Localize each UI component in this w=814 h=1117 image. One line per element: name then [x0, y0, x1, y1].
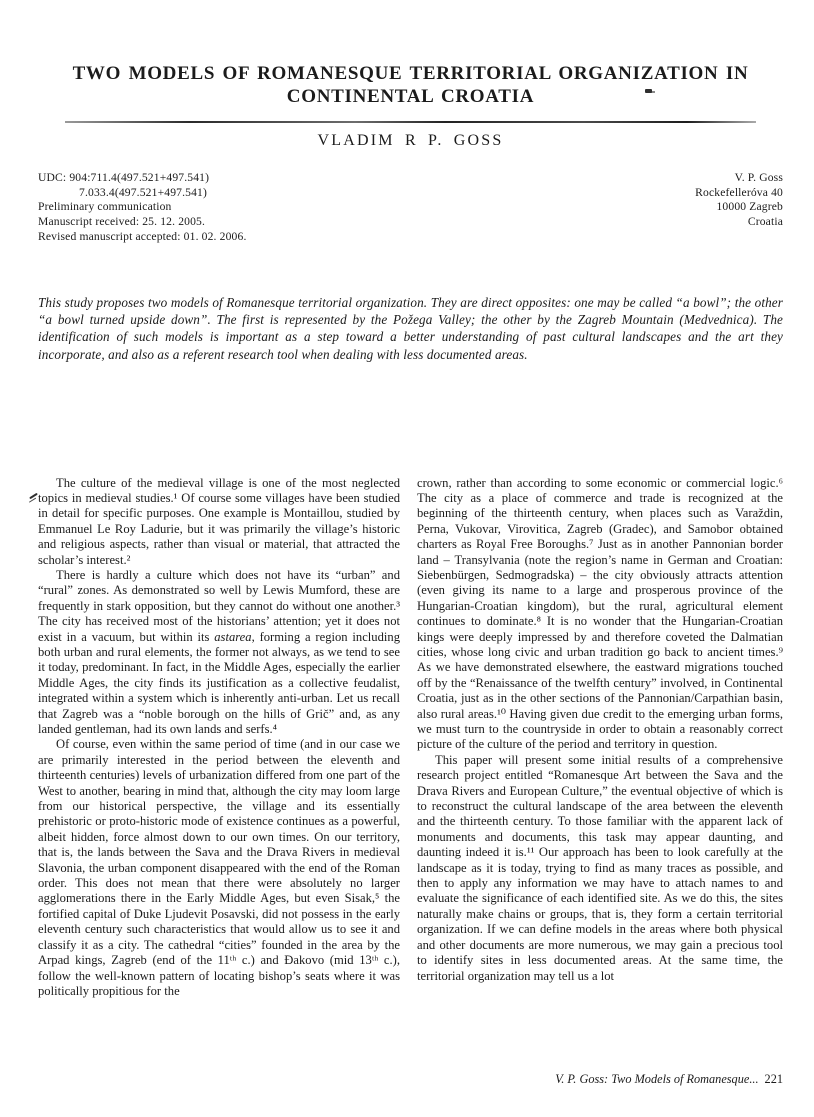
abstract: This study proposes two models of Romanesque territorial organization. They are direct opposites: one may be called “a bowl”; the other “a bowl turned upside down”. The first is represented by the Požega Valley; the other by the Zagreb Mountain (Medvednica). The identification of such models is important as a step toward a better understanding of past cultural landscapes and the art they incorporate, and also as a referent research tool when dealing with less documented areas.	[38, 294, 783, 362]
address-street: Rockefelleróva 40	[695, 185, 783, 199]
manuscript-received: Manuscript received: 25. 12. 2005.	[38, 215, 206, 229]
article-header	[38, 62, 783, 150]
address-city: 10000 Zagreb	[716, 200, 783, 214]
author-address	[695, 171, 783, 230]
running-title: V. P. Goss: Two Models of Romanesque...	[555, 1072, 759, 1086]
scan-artifact	[645, 89, 652, 93]
paragraph-1: The culture of the medieval village is one of the most neglected topics in medieval studies.¹ Of course some villages have been studied in detail for specific purposes. One example is Montaillou, studied by Emmanuel Le Roy Ladurie, but it was primarily the village’s historic and religious aspects, rather than visual or material, that attracted the scholar’s interest.²	[38, 475, 400, 567]
udc-code-line-1: UDC: 904:711.4(497.521+497.541)	[38, 171, 210, 184]
udc-block	[38, 171, 247, 245]
article-body	[38, 476, 783, 1000]
article-meta	[38, 171, 783, 245]
paragraph-2: There is hardly a culture which does not have its “urban” and “rural” zones. As demonstrated so well by Lewis Mumford, these are frequently in stark opposition, but they cannot do without one another.³ The city has received most of the historians’ attention; yet it does not exist in a vacuum, but within its astarea, forming a region including both urban and rural elements, the former not always, as we tend to see it today, predominant. In fact, in the Middle Ages, especially the earlier Middle Ages, the city finds its justification as a collective feudalist, integrated within a system which is inherently anti-urban. Let us recall that Zagreb was a “noble borough on the hills of Grič” and, as any landed gentleman, had its own lands and serfs.⁴	[38, 567, 400, 737]
manuscript-accepted: Revised manuscript accepted: 01. 02. 2006.	[38, 229, 247, 243]
scan-artifact	[29, 493, 38, 499]
udc-code-line-2: 7.033.4(497.521+497.541)	[79, 185, 208, 199]
page-footer	[555, 1072, 783, 1087]
column-right	[417, 476, 783, 1000]
paragraph-4: This paper will present some initial results of a comprehensive research project entitled “Romanesque Art between the Sava and the Drava Rivers and European Culture,” the eventual objective of which is to reconstruct the cultural landscape of the area between the eleventh and the thirteenth century. To those familiar with the apparent lack of monuments and documents, this task may appear daunting, and daunting indeed it is.¹¹ Our approach has been to look carefully at the landscape as it is today, trying to find as many traces as possible, and then to apply any information we may have to attach names to and evaluate the significance of each identified site. As we do this, the sites naturally make chains or groups, that is, they form a certain territorial organization. If we can define models in the areas where both physical and other documents are more numerous, we may gain a precious tool to identify sites in less documented areas. At the same time, the territorial organization may tell us a lot	[417, 752, 783, 983]
title-divider	[65, 121, 756, 123]
author-name: VLADIM R P. GOSS	[317, 132, 504, 149]
article-type: Preliminary communication	[38, 200, 172, 214]
article-title-line-2: CONTINENTAL CROATIA	[286, 86, 535, 107]
address-name: V. P. Goss	[734, 171, 783, 184]
article-title	[38, 62, 783, 108]
paragraph-3: Of course, even within the same period of time (and in our case we are primarily interested in the period between the eleventh and thirteenth centuries) levels of urbanization differed from one part of the West to another, bearing in mind that, although the city may loom large from our historical perspective, the village and its essentially prehistoric or proto-historic mode of existence continues as a powerful, albeit hidden, force almost down to our own times. On our territory, that is, the lands between the Sava and the Drava Rivers in medieval Slavonia, the urban component disappeared with the end of the Roman order. This does not mean that there were absolutely no larger agglomerations there in the Early Middle Ages, but even Sisak,⁵ the fortified capital of Duke Ljudevit Posavski, did not possess in the early eleventh century such characteristics that would allow us to see it and classify it as a city. The cathedral “cities” founded in the area by the Arpad kings, Zagreb (end of the 11ᵗʰ c.) and Đakovo (mid 13ᵗʰ c.), follow the well-known pattern of locating bishop’s seats where it was politically propitious for the	[38, 737, 400, 998]
column-left	[38, 476, 400, 1000]
address-country: Croatia	[747, 215, 783, 229]
page-number: 221	[764, 1072, 783, 1086]
article-title-line-1: TWO MODELS OF ROMANESQUE TERRITORIAL ORGANIZATION IN	[72, 63, 749, 84]
paragraph-3-continued: crown, rather than according to some economic or commercial logic.⁶ The city as a place of commerce and trade is recognized at the beginning of the thirteenth century, when places such as Varaždin, Perna, Vukovar, Virovitica, Zagreb (Gradec), and Samobor obtained charters as Royal Free Boroughs.⁷ Just as in another Pannonian border land – Transylvania (note the region’s name in German and Croatian: Siebenbürgen, Sedmogradska) – the city obviously attracts attention (even giving its name to a large and prosperous province of the Hungarian-Croatian kingdom), but the rural, agricultural element continues to dominate.⁸ It is no wonder that the Hungarian-Croatian kings were deeply impressed by and therefore coveted the Dalmatian cities, whose long civic and urban tradition go back to ancient times.⁹ As we have demonstrated elsewhere, the eastward migrations touched off by the “Renaissance of the twelfth century” involved, in Continental Croatia, just as in the other sections of the Pannonian/Carpathian basin, also rural areas.¹⁰ Having given due credit to the emerging urban forms, we must turn to the countryside in order to obtain a reasonably correct picture of the culture of the period and territory in question.	[417, 475, 783, 752]
